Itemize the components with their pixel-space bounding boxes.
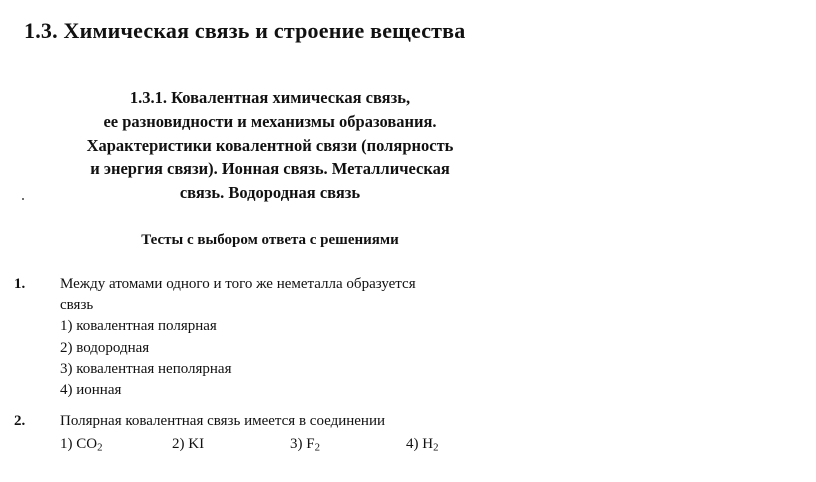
subheading-line: связь. Водородная связь [179,183,361,202]
subheading-line: 1.3.1. Ковалентная химическая связь, [129,88,411,107]
answer-option: 1) ковалентная полярная [60,318,217,334]
subheading-line: ее разновидности и механизмы образования. [103,112,437,131]
section-heading: 1.3. Химическая связь и строение вещества [24,18,466,43]
question-text: связь [60,297,94,313]
question-text: Полярная ковалентная связь имеется в соединении [60,413,386,429]
option-subscript: 2 [433,441,439,454]
answer-option [60,436,103,453]
answer-option: 3) ковалентная неполярная [60,361,232,377]
answer-option [290,436,320,453]
answer-option: 2) водородная [60,340,150,356]
option-prefix: 1) CO [60,436,98,452]
subheading-line: и энергия связи). Ионная связь. Металлическая [90,159,450,178]
question-text: Между атомами одного и того же неметалла образуется [60,276,416,292]
option-prefix: 4) H [406,436,434,452]
question-number: 2. [14,413,26,429]
option-subscript: 2 [97,441,103,454]
answer-option [172,436,204,453]
answer-option [406,436,438,453]
subheading-line: Характеристики ковалентной связи (полярность [86,136,454,155]
option-prefix: 2) KI [172,436,205,452]
scan-speck [22,198,24,200]
question-number: 1. [14,276,26,292]
option-subscript: 2 [314,441,320,454]
answer-option: 4) ионная [60,382,122,398]
option-prefix: 3) F [290,436,315,452]
tests-title: Тесты с выбором ответа с решениями [141,232,399,248]
